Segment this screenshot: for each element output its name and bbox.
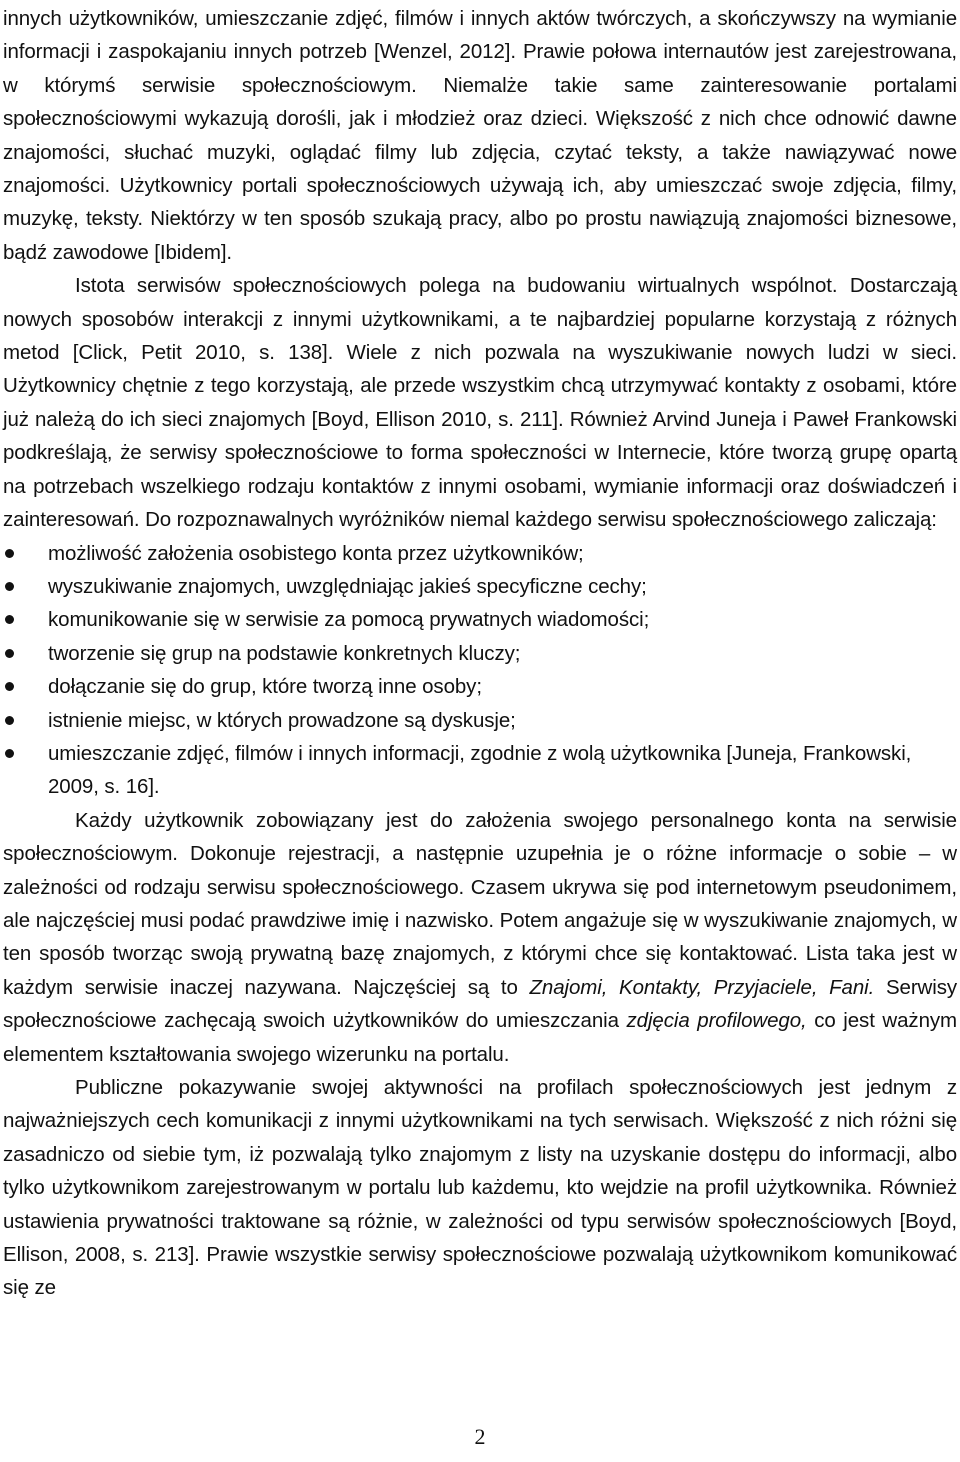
paragraph-1: innych użytkowników, umieszczanie zdjęć, filmów i innych aktów twórczych, a skończywszy na wymianie informacji i zaspokajaniu innych potrzeb [Wenzel, 2012]. Prawie połowa internautów jest zarejestrowana, w którymś serwisie społecznościowym. Niemalże takie same zainteresowanie portalami społecznościowymi wykazują dorośli, jak i młodzież oraz dzieci. Większość z nich chce odnowić dawne znajomości, słuchać muzyki, oglądać filmy lub zdjęcia, czytać teksty, a także nawiązywać nowe znajomości. Użytkownicy portali społecznościowych używają ich, aby umieszczać swoje zdjęcia, filmy, muzykę, teksty. Niektórzy w ten sposób szukają pracy, albo po prostu nawiązują znajomości biznesowe, bądź zawodowe [Ibidem]. (3, 7, 957, 264)
bullet-icon (5, 749, 14, 758)
paragraph-3 (3, 804, 957, 1071)
list-item: istnienie miejsc, w których prowadzone są dyskusje; (3, 704, 957, 737)
bullet-icon (5, 716, 14, 725)
page-number: 2 (474, 1424, 486, 1449)
paragraph-3-text-1: Każdy użytkownik zobowiązany jest do założenia swojego personalnego konta na serwisie społecznościowym. Dokonuje rejestracji, a następnie uzupełnia je o różne informacje o sobie – w zależności od rodzaju serwisu społecznościowego. Czasem ukrywa się pod internetowym pseudonimem, ale najczęściej musi podać prawdziwe imię i nazwisko. Potem angażuje się w wyszukiwanie znajomych, w ten sposób tworząc swoją prywatną bazę znajomych, z którymi chce się kontaktować. Lista taka jest w każdym serwisie inaczej nazywana. Najczęściej są to (3, 808, 957, 999)
list-item: umieszczanie zdjęć, filmów i innych informacji, zgodnie z wolą użytkownika [Juneja, Frankowski, 2009, s. 16]. (3, 737, 957, 804)
document-page (3, 2, 957, 1305)
bullet-icon (5, 649, 14, 658)
bullet-icon (5, 549, 14, 558)
paragraph-3-italic-2: zdjęcia profilowego, (626, 1009, 807, 1033)
paragraph-4: Publiczne pokazywanie swojej aktywności na profilach społecznościowych jest jednym z najważniejszych cech komunikacji z innymi użytkownikami na tych serwisach. Większość z nich różni się zasadniczo od siebie tym, iż pozwalają tylko znajomym z listy na uzyskanie dostępu do informacji, albo tylko użytkownikom zarejestrowanym w portalu lub każdemu, kto wejdzie na profil użytkownika. Również ustawienia prywatności traktowane są różnie, w zależności od typu serwisów społecznościowych [Boyd, Ellison, 2008, s. 213]. Prawie wszystkie serwisy społecznościowe pozwalają użytkownikom komunikować się ze (3, 1076, 957, 1300)
bullet-icon (5, 615, 14, 624)
list-item: możliwość założenia osobistego konta przez użytkowników; (3, 537, 957, 570)
paragraph-3-text-3: co jest ważnym elementem kształtowania swojego wizerunku na portalu. (3, 1009, 958, 1066)
list-item: tworzenie się grup na podstawie konkretnych kluczy; (3, 637, 957, 670)
paragraph-3-italic-1: Znajomi, Kontakty, Przyjaciele, Fani. (529, 975, 875, 999)
paragraph-2: Istota serwisów społecznościowych polega na budowaniu wirtualnych wspólnot. Dostarczają nowych sposobów interakcji z innymi użytkownikami, a te najbardziej popularne korzystają z różnych metod [Click, Petit 2010, s. 138]. Wiele z nich pozwala na wyszukiwanie nowych ludzi w sieci. Użytkownicy chętnie z tego korzystają, ale przede wszystkim chcą utrzymywać kontakty z osobami, które już należą do ich sieci znajomych [Boyd, Ellison 2010, s. 211]. Również Arvind Juneja i Paweł Frankowski podkreślają, że serwisy społecznościowe to forma społeczności w Internecie, które tworzą grupę opartą na potrzebach wszelkiego rodzaju kontaktów z innymi osobami, wymianie informacji oraz doświadczeń i zainteresowań. Do rozpoznawalnych wyróżników niemal każdego serwisu społecznościowego zaliczają: (3, 274, 957, 532)
bullet-icon (5, 582, 14, 591)
list-item: dołączanie się do grup, które tworzą inne osoby; (3, 670, 957, 703)
list-item: wyszukiwanie znajomych, uwzględniając jakieś specyficzne cechy; (3, 570, 957, 603)
bullet-icon (5, 682, 14, 691)
list-item: komunikowanie się w serwisie za pomocą prywatnych wiadomości; (3, 603, 957, 636)
feature-list (3, 537, 957, 804)
paragraph-3-text-2: Serwisy społecznościowe zachęcają swoich użytkowników do umieszczania (3, 975, 958, 1033)
